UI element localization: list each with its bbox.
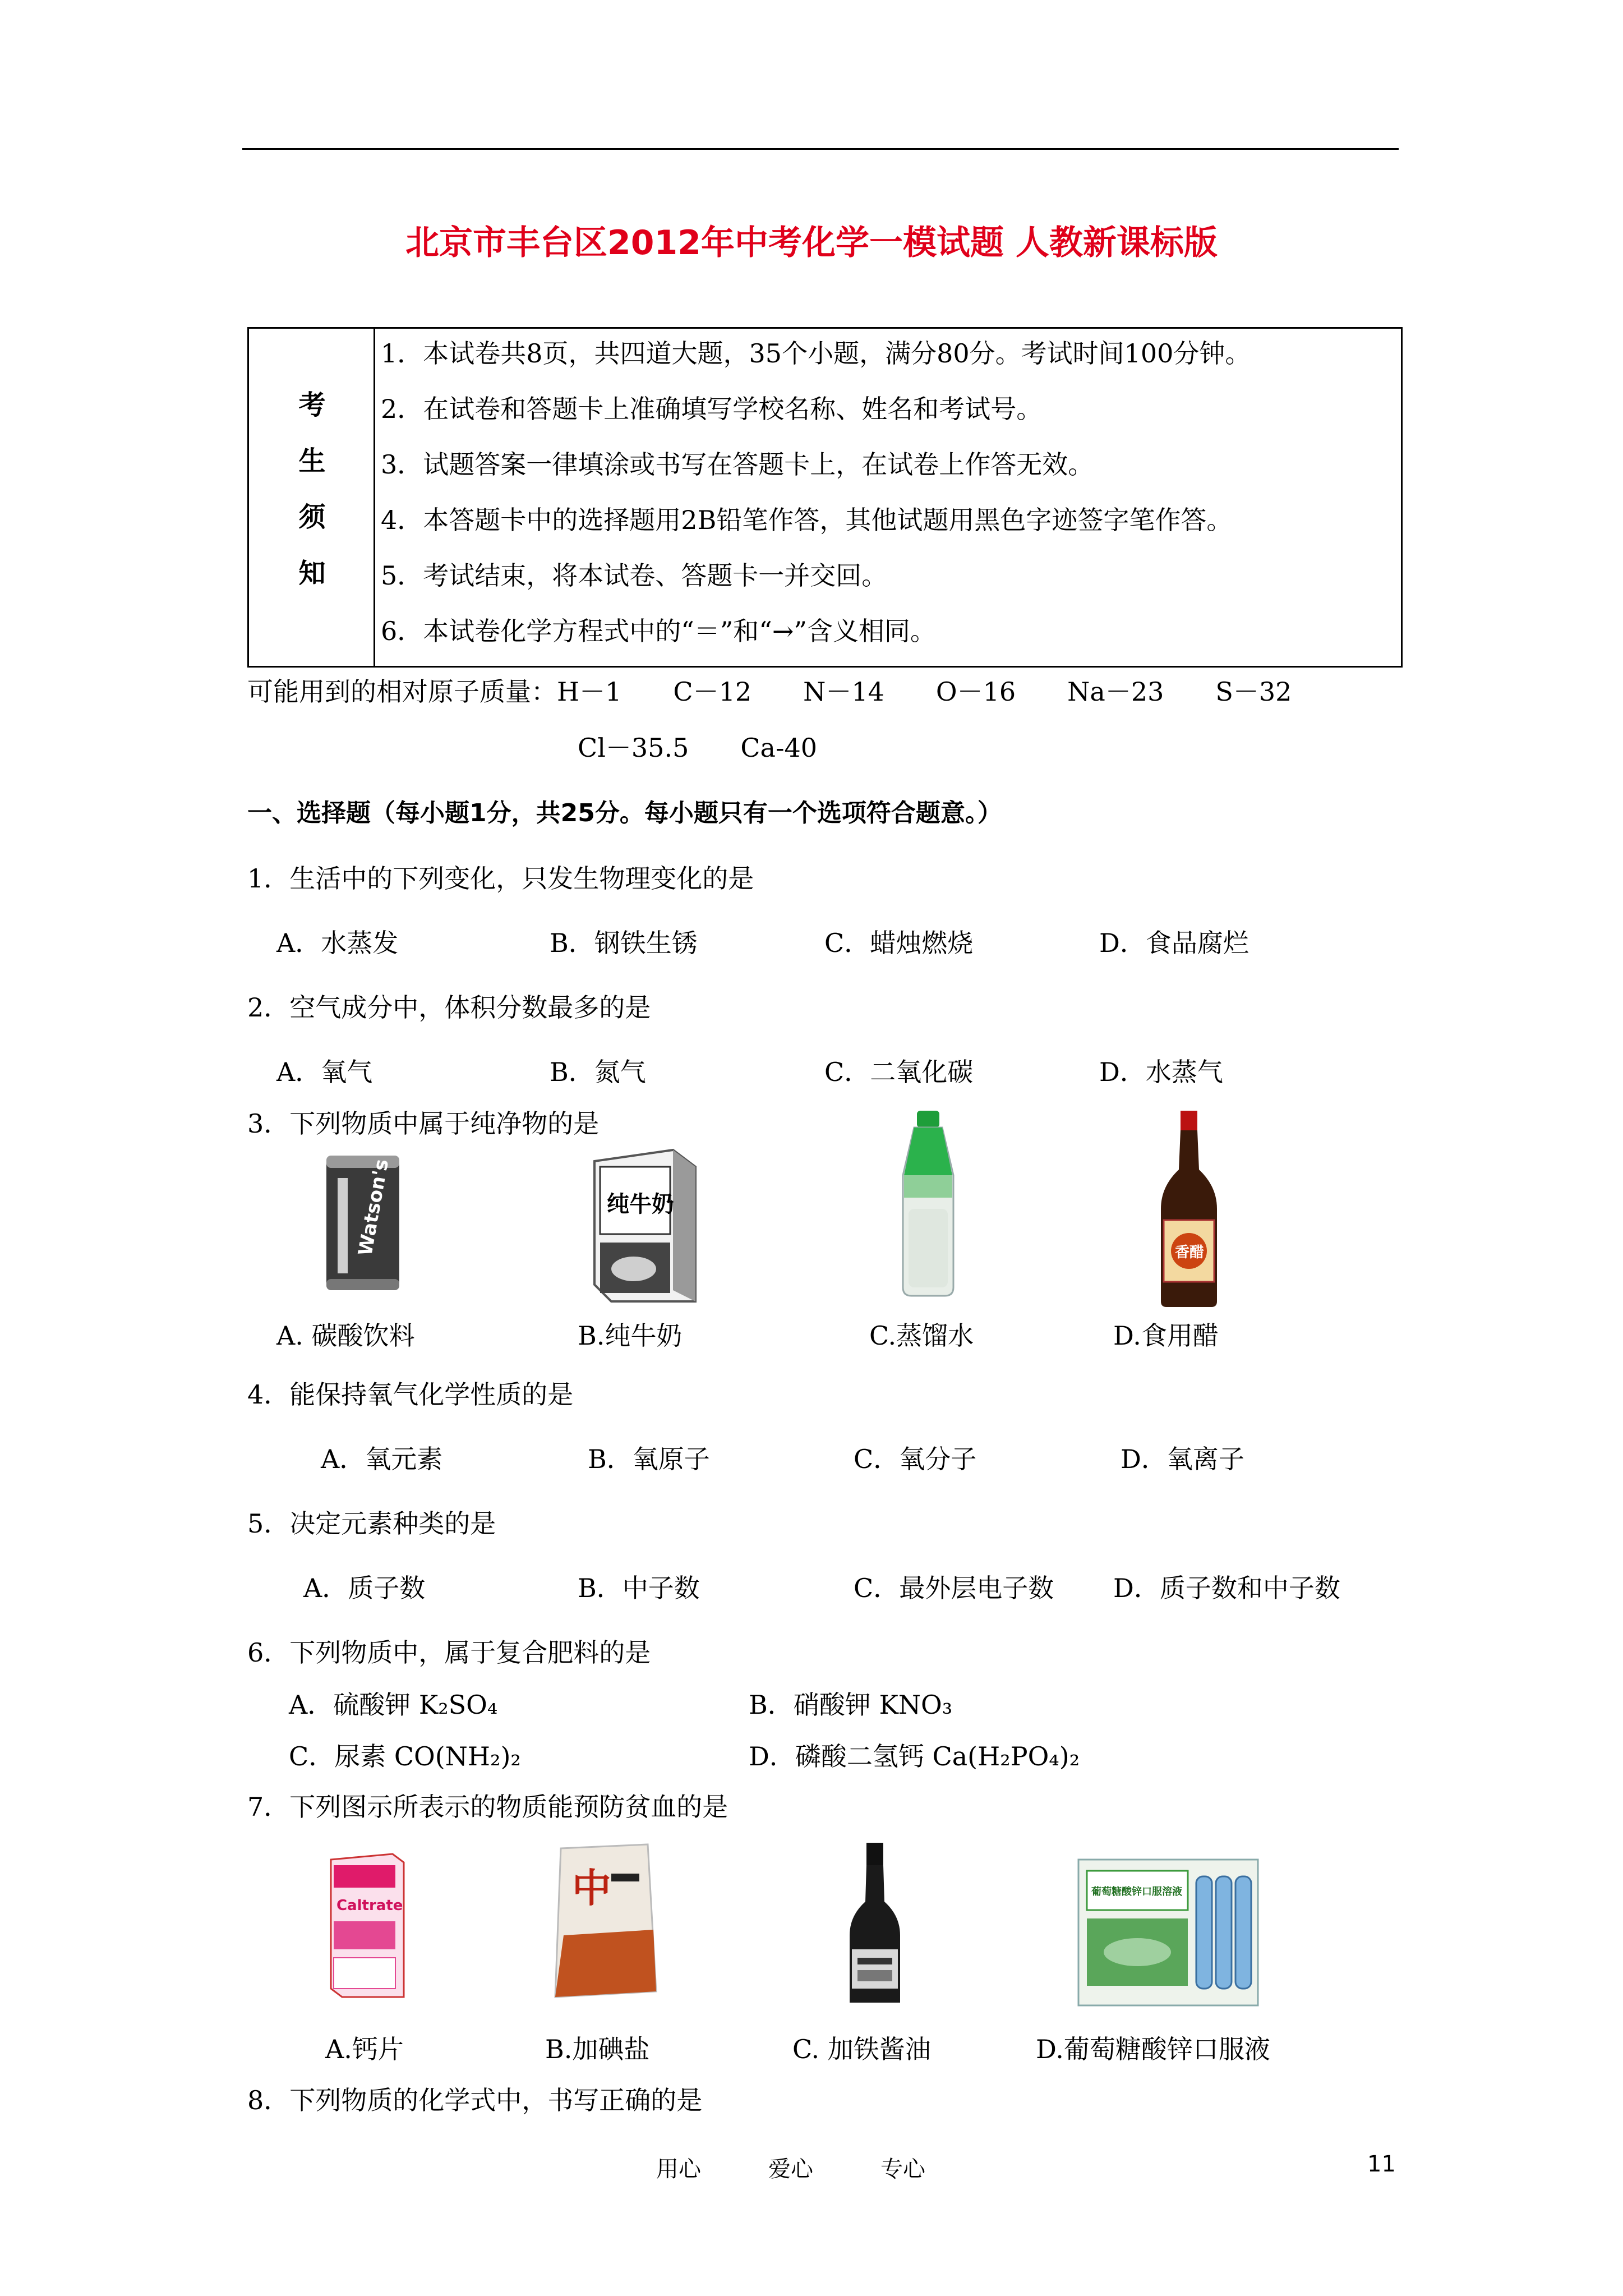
question-stem: 2．空气成分中，体积分数最多的是	[247, 992, 651, 1023]
notice-item: 2．在试卷和答题卡上准确填写学校名称、姓名和考试号。	[381, 394, 1043, 424]
question-stem: 6．下列物质中，属于复合肥料的是	[247, 1637, 651, 1668]
option-c: C．最外层电子数	[854, 1573, 1054, 1603]
option-d: D.葡萄糖酸锌口服液	[1036, 2034, 1270, 2064]
page-number: 11	[1367, 2151, 1396, 2177]
exam-notice-box	[247, 327, 1403, 668]
question-stem: 4．能保持氧气化学性质的是	[247, 1379, 574, 1410]
notice-label-char: 知	[298, 558, 326, 589]
can-label: Watson's	[354, 1157, 394, 1258]
option-a: A. 碳酸饮料	[276, 1320, 415, 1351]
option-b: B．钢铁生锈	[550, 928, 698, 958]
option-c: C. 加铁酱油	[792, 2034, 931, 2064]
option-d-formula: Ca(H₂PO₄)₂	[932, 1741, 1080, 1772]
iodized-salt-bag-image	[550, 1840, 662, 2003]
option-a: A．氧气	[276, 1057, 373, 1087]
question-stem: 8．下列物质的化学式中，书写正确的是	[247, 2085, 703, 2115]
option-a: A．质子数	[303, 1573, 426, 1603]
option-d: D．食品腐烂	[1099, 928, 1249, 958]
atomic-mass-line-2: Cl－35.5 Ca-40	[578, 733, 818, 763]
milk-label: 纯牛奶	[607, 1191, 674, 1217]
soda-can-image	[321, 1144, 405, 1301]
notice-label-char: 须	[298, 501, 326, 533]
notice-item: 5．考试结束，将本试卷、答题卡一并交回。	[381, 560, 888, 591]
option-c: C.蒸馏水	[869, 1320, 974, 1351]
option-a: A．氧元素	[321, 1444, 443, 1474]
notice-item: 6．本试卷化学方程式中的“＝”和“→”含义相同。	[381, 616, 936, 646]
option-c: C．氧分子	[854, 1444, 977, 1474]
water-bottle-image	[892, 1108, 965, 1299]
option-d: D．质子数和中子数	[1113, 1573, 1340, 1603]
footer-text: 爱心	[768, 2156, 813, 2182]
question-stem: 1．生活中的下列变化，只发生物理变化的是	[247, 863, 754, 894]
soy-sauce-bottle-image	[844, 1840, 906, 2008]
option-a: A．硫酸钾 K₂SO₄	[289, 1690, 498, 1720]
notice-item: 4．本答题卡中的选择题用2B铅笔作答，其他试题用黑色字迹签字笔作答。	[381, 505, 1233, 535]
option-b: B.加碘盐	[545, 2034, 650, 2064]
zinc-box-label: 葡萄糖酸锌口服溶液	[1091, 1886, 1182, 1898]
question-stem: 5．决定元素种类的是	[247, 1508, 496, 1539]
milk-carton-image	[589, 1144, 701, 1307]
option-a-formula: K₂SO₄	[418, 1690, 498, 1720]
salt-label: 中	[572, 1865, 611, 1911]
notice-item: 3．试题答案一律填涂或书写在答题卡上，在试卷上作答无效。	[381, 449, 1094, 480]
option-d: D．氧离子	[1121, 1444, 1244, 1474]
option-c: C．尿素 CO(NH₂)₂	[289, 1741, 521, 1772]
notice-label-char: 生	[298, 445, 326, 477]
page-title: 北京市丰台区2012年中考化学一模试题 人教新课标版	[405, 223, 1218, 263]
option-b-formula: KNO₃	[879, 1690, 953, 1720]
footer-text: 用心	[656, 2156, 701, 2182]
option-d: D.食用醋	[1113, 1320, 1219, 1351]
notice-label	[249, 329, 375, 666]
option-a: A．水蒸发	[276, 928, 399, 958]
vinegar-label: 香醋	[1175, 1244, 1205, 1261]
option-b: B.纯牛奶	[578, 1320, 683, 1351]
option-d: D．水蒸气	[1099, 1057, 1223, 1087]
calcium-tablet-box-image	[325, 1848, 409, 2000]
zinc-oral-solution-box-image	[1076, 1857, 1261, 2008]
option-c: C．二氧化碳	[824, 1057, 974, 1087]
question-stem: 7．下列图示所表示的物质能预防贫血的是	[247, 1792, 728, 1822]
option-b: B．硝酸钾 KNO₃	[749, 1690, 953, 1720]
notice-item: 1．本试卷共8页，共四道大题，35个小题，满分80分。考试时间100分钟。	[381, 338, 1251, 369]
option-a: A.钙片	[325, 2034, 404, 2064]
section-heading: 一、选择题（每小题1分，共25分。每小题只有一个选项符合题意。）	[247, 799, 1002, 827]
footer-text: 专心	[880, 2156, 925, 2182]
atomic-mass-line-1: 可能用到的相对原子质量：H－1 C－12 N－14 O－16 Na－23 S－32	[247, 677, 1292, 707]
option-d: D．磷酸二氢钙 Ca(H₂PO₄)₂	[749, 1741, 1080, 1772]
option-b: B．氧原子	[588, 1444, 710, 1474]
header-rule	[242, 148, 1399, 150]
option-b: B．氮气	[550, 1057, 646, 1087]
vinegar-bottle-image	[1150, 1108, 1228, 1310]
notice-label-char: 考	[298, 389, 326, 421]
option-c: C．蜡烛燃烧	[824, 928, 974, 958]
question-stem: 3．下列物质中属于纯净物的是	[247, 1108, 600, 1139]
calcium-label: Caltrate	[336, 1897, 403, 1914]
option-b: B．中子数	[578, 1573, 700, 1603]
option-c-formula: CO(NH₂)₂	[394, 1741, 521, 1772]
